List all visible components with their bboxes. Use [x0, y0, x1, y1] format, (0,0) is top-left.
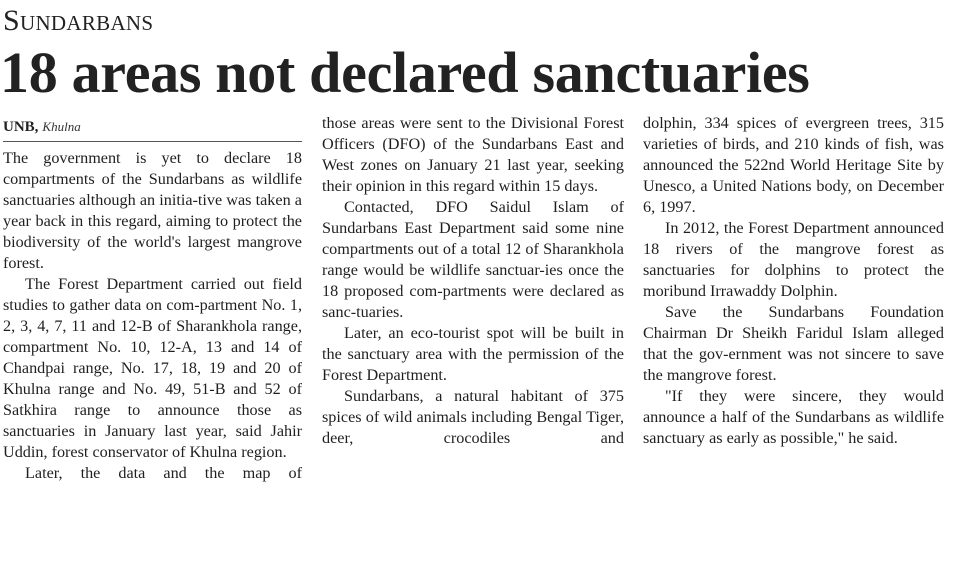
byline-agency: UNB: [3, 119, 35, 135]
body-paragraph: those areas were sent to the Divisional Forest Officers (DFO) of the Sundarbans East and West zones on January 21 last year, seeking their opinion in this regard within 15 days.: [322, 114, 624, 195]
body-paragraph: Contacted, DFO Saidul Islam of Sundarbans East Department said some nine compartments out of a total 12 of Sharankhola range would be wildlife sanctuar-ies once the 18 proposed com-partments were declared as sanc-tuaries.: [322, 198, 624, 321]
body-paragraph: Later, an eco-tourist spot will be built in the sanctuary area with the permission of the Forest Department.: [322, 324, 624, 384]
article-column-2: [322, 113, 624, 568]
body-paragraph: Later, the data and the map of: [25, 464, 302, 482]
section-kicker: Sundarbans: [3, 4, 154, 37]
byline: [3, 113, 302, 142]
body-paragraph: "If they were sincere, they would announce a half of the Sundarbans as wildlife sanctuary as early as possible," he said.: [643, 387, 944, 447]
body-paragraph: In 2012, the Forest Department announced 18 rivers of the mangrove forest as sanctuaries for dolphins to protect the moribund Irrawaddy Dolphin.: [643, 219, 944, 300]
headline: 18 areas not declared sanctuaries: [0, 40, 810, 105]
body-paragraph: dolphin, 334 spices of evergreen trees, 315 varieties of birds, and 210 kinds of fish, was announced the 522nd World Heritage Site by Unesco, a United Nations body, on December 6, 1997.: [643, 114, 944, 216]
body-paragraph: The Forest Department carried out field studies to gather data on com-partment No. 1, 2, 3, 4, 7, 11 and 12-B of Sharankhola range, compartment No. 10, 12-A, 13 and 14 of Chandpai range, No. 17, 18, 19 and 20 of Khulna range and No. 49, 51-B and 52 of Satkhira range to announce those as sanctuaries in January last year, said Jahir Uddin, forest conservator of Khulna region.: [3, 275, 302, 461]
body-paragraph: Sundarbans, a natural habitant of 375 spices of wild animals including Bengal Tiger, deer, crocodiles and: [322, 387, 624, 447]
article-column-1: [3, 113, 302, 568]
article-column-3: [643, 113, 944, 568]
byline-separator: ,: [34, 119, 39, 135]
byline-place: Khulna: [42, 119, 81, 134]
body-paragraph: The government is yet to declare 18 compartments of the Sundarbans as wildlife sanctuaries although an initia-tive was taken a year back in this regard, aiming to protect the biodiversity of the world's largest mangrove forest.: [3, 149, 302, 272]
body-paragraph: Save the Sundarbans Foundation Chairman Dr Sheikh Faridul Islam alleged that the gov-ernment was not sincere to save the mangrove forest.: [643, 303, 944, 384]
